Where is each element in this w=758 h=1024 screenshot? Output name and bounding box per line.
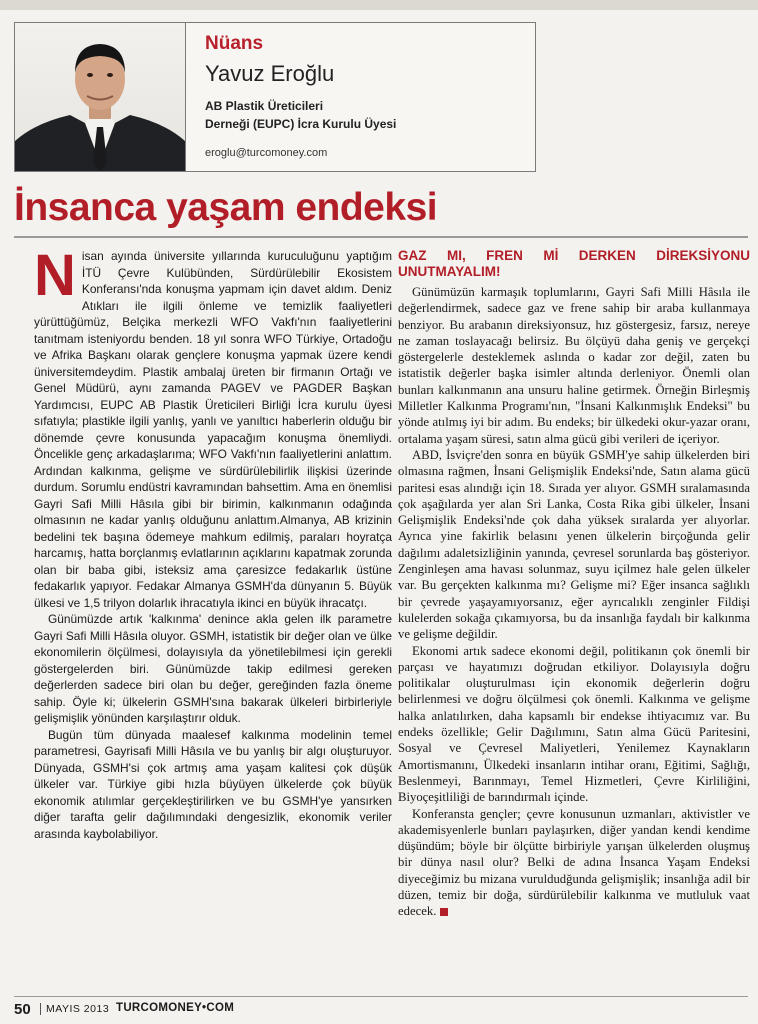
drop-cap: N	[34, 243, 76, 308]
issue-month: MAYIS 2013	[46, 1003, 110, 1015]
section-subheading: GAZ MI, FREN Mİ DERKEN DİREKSİYONU UNUTMAYALIM!	[398, 248, 750, 279]
author-role-line2: Derneği (EUPC) İcra Kurulu Üyesi	[205, 117, 397, 131]
author-name: Yavuz Eroğlu	[205, 61, 335, 86]
author-role	[205, 97, 465, 133]
author-email: eroglu@turcomoney.com	[205, 147, 328, 159]
body-paragraph: Bugün tüm dünyada maalesef kalkınma modelinin temel parametresi, Gayrisafi Milli Hâsıla ve bu yanlış bir algı oluşturuyor. Dünyada, GSMH'si çok artmış ama yaşam kalitesi çok düşük ülkeler var. Türkiye gibi hızla büyüyen ülkelerde çok büyük ekonomik atılımlar gerçekleştirilirken ve bu GSMH'ye yansırken diğer tarafta gelir dağılımındaki dengesizlik, ekonomik veriler arasında kaybolabiliyor.	[34, 727, 392, 841]
body-paragraph: Ekonomi artık sadece ekonomi değil, politikanın çok önemli bir parçası ve hayatımızı doğrudan etkiliyor. Dolayısıyla doğru politikalar oluşturulması için ekonomik değerlerin doğru belirlenmesi ve doğru ölçülmesi çok önemli. Kalkınma ve gelişme halka anlatılırken, daha kapsamlı bir endekse ihtiyacımız var. Bu endeks özellikle; Gelir Dağılımını, Satın alma Gücü Paritesini, Sosyal ve Çevresel Maliyetleri, Yenilemez Kaynakların Amortismanını, Ülkedeki insanların intihar oranı, Eğitimi, Sağlığı, Beslenmeyi, Barınmayı, Temel Hizmetleri, Çevre Kirliliğini, Biyoçeşitliliği de barındırmalı içinde.	[398, 643, 750, 805]
page-footer	[14, 996, 748, 1019]
paragraph-text: Konferansta gençler; çevre konusunun uzmanları, aktivistler ve akademisyenlerle bunları paylaşırken, diğer yandan kendi kendime düşündüm; böyle bir ölçütte birbiriyle yarışan ülkelerden oluşmuş bir dünya nasıl olur? Belki de adına İnsanca Yaşam Endeksi diyeceğimiz bu mizana vuruldudğunda gelişmişlik; insanlığa adil bir düzen, temiz bir doğa, sürdürülebilir kalkınma ve mutluluk vaat edecek.	[398, 806, 750, 919]
author-photo	[15, 23, 186, 171]
publication-brand: TURCOMONEY•COM	[116, 1002, 235, 1014]
body-paragraph	[34, 243, 392, 611]
top-strip	[0, 0, 758, 10]
column-label: Nüans	[205, 33, 264, 54]
body-paragraph: Günümüzde artık 'kalkınma' denince akla gelen ilk parametre Gayri Safi Milli Hâsıla oluyor. GSMH, istatistik bir değer olan ve ülke ekonomilerin ölçülmesi, dolayısıyla da yönetilebilmesi için gerekli göstergelerden biri. Günümüzde takip edilmesi gereken değerlerden sadece biri olan bu değer, gereğinden fazla öneme sahip. Öyle ki; ülkelerin GSMH'sına bakarak ülkeleri birbirleriyle gelişmişlik yönünden karşılaştırır olduk.	[34, 612, 392, 725]
article-title: İnsanca yaşam endeksi	[14, 186, 438, 229]
column-header	[14, 22, 536, 172]
title-divider	[14, 236, 748, 238]
body-paragraph: Günümüzün karmaşık toplumlarını, Gayri Safi Milli Hâsıla ile değerlendirmek, sadece gaz ve frene sahip bir araba kullanmaya benziyor. Bu arabanın direksiyonsuz, hız göstergesiz, farsız, nereye ne zaman toslayacağı belirsiz. Bu ölçüyü daha geniş ve gerçekçi göstergelerle desteklemek aslında o kadar zor değil, zaten bu istatistik değerler başka isimler altında derleniyor. Önemli olan bunları kalkınmanın ana unsuru haline getirmek. Örneğin Birleşmiş Milletler Kalkınma Programı'nın, "İnsani Kalkınmışlık Endeksi" bu yönde atılmış iyi bir adım. Bu endeks; bir ülkedeki okur-yazar oranı, ortalama yaşam süresi, satın alma gücü gibi verileri de içeriyor.	[398, 285, 750, 446]
left-column	[34, 243, 392, 842]
page-number: 50	[14, 1001, 31, 1018]
body-paragraph: ABD, İsviçre'den sonra en büyük GSMH'ye sahip ülkelerden biri olmasına rağmen, İnsani Gelişmişlik Endeksi'nde, Satın alama gücü paritesi esas alındığı için 18. Sırada yer alıyor. GSMH sıralamasında çok aşağılarda yer alan Sri Lanka, Costa Rika gibi ülkeler, İnsani Gelişmişlik Endeksi'nde çok daha yüksek sıralarda yer alıyorlar. Ayrıca yine fakirlik belasını yenen ülkelerin birçoğunda gelir dağılımı adaletsizliğinin yanında, çevresel sorunlarda baş gösteriyor. Zenginleşen ama havası solunmaz, suyu içilmez hale gelen ülkeler var. Bu gerçekten kalkınma mı? Gelişme mi? Eğer insanca sağlıklı bir çevrede yaşayamıyorsanız, eğer ayrıcalıklı zenginler Fildişi kulelerden sokağa çıkamıyorsa, bu da insanlığa faydalı bir kalkınma ve gelişme değildir.	[398, 447, 750, 642]
footer-separator	[40, 1003, 41, 1015]
right-column	[398, 248, 750, 920]
author-role-line1: AB Plastik Üreticileri	[205, 99, 324, 113]
author-portrait-icon	[15, 23, 185, 171]
end-mark-icon	[440, 908, 448, 916]
paragraph-text: isan ayında üniversite yıllarında kuruculuğunu yaptığım İTÜ Çevre Kulübünden, Sürdürülebilir Ekosistem Konferansı'nda konuşma yapmam için davet aldım. Deniz Atıkları ile ilgili önleme ve temizlik faaliyetleri yürüttüğümüz, Belçika merkezli WFO Vakfı'nın faaliyetlerini tanıtmam isteniyordu benden. 18 yıl sonra WFO Türkiye, Ortadoğu ve Afrika Başkanı olarak gençlere konuşma yapmak üzere kendi üniversitemdeydim. Plastik ambalaj üreten bir firmanın Ortağı ve Genel Müdürü, aynı zamanda PAGEV ve PAGDER Başkan Yardımcısı, EUPC AB Plastik Üreticileri Birliği İcra kurulu üyesi sıfatıyla; plastikle ilgili yanlış, yanlı ve yanıltıcı haberlerin olduğu bir dönemde çevre konusunda yapacağım konuşma önemliydi. Öncelikle genç arkadaşlarıma; WFO Vakfı'nın faaliyetlerini anlattım. Ardından kalkınma, gelişme ve sürdürülebilirlik ilişkisi üzerinde durdum. Sorumlu endüstri kavramından bahsettim. Ama en önemlisi Gayri Safi Milli Hâsıla gibi bir birimin, kalkınmanın odağında olmasının ne kadar yanlış olduğunu anlattım.Almanya, AB krizinin bedelini tek başına ödemeye mahkum edilmiş, paraları hoyratça harcamış, hatta borçlanmış evlatlarının açıklarını kapatmak zorunda olan bir baba gibi, isteksiz ama çaresizce fedakarlık üstüne fedakarlık yapıyor. Fedakar Almanya GSMH'da dünyanın 5. Büyük ülkesi ve 1,5 trilyon dolarlık ihracatıyla ikinci en büyük ihracatçı.	[34, 249, 392, 610]
body-paragraph	[398, 806, 750, 920]
